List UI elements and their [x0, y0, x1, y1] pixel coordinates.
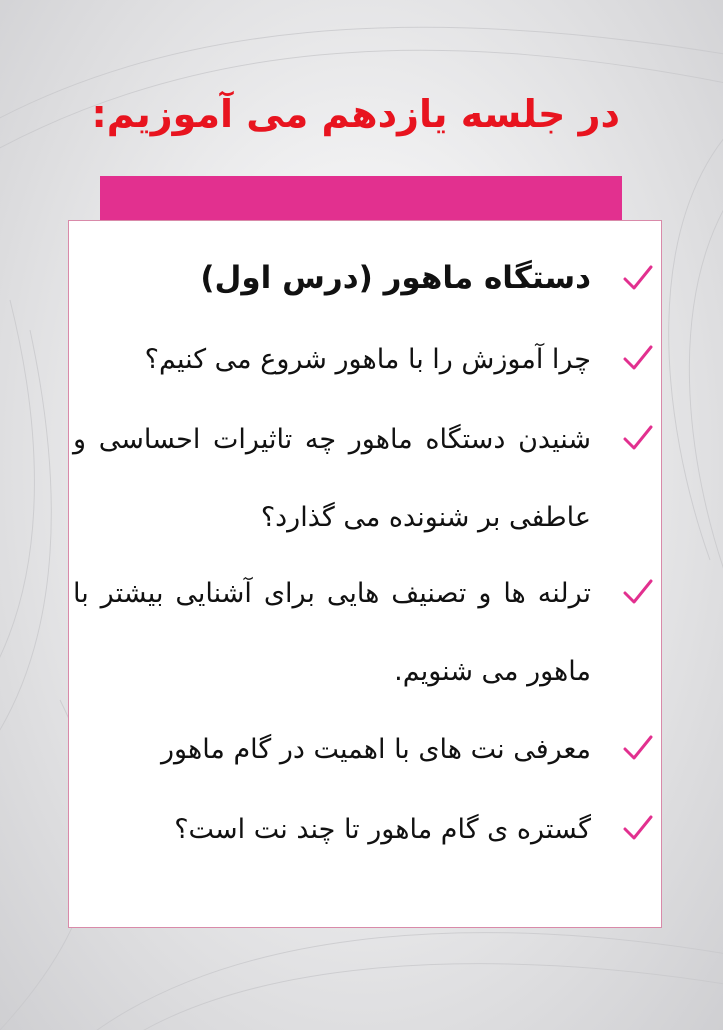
check-icon	[621, 261, 655, 295]
check-icon	[621, 575, 655, 609]
list-item-text: معرفی نت های با اهمیت در گام ماهور	[160, 734, 591, 765]
list-item-text: گستره ی گام ماهور تا چند نت است؟	[174, 814, 591, 845]
list-item-text: چرا آموزش را با ماهور شروع می کنیم؟	[144, 344, 591, 375]
page-title: در جلسه یازدهم می آموزیم:	[91, 92, 620, 136]
list-item-text: شنیدن دستگاه ماهور چه تاثیرات احساسی و عاطفی بر شنونده می گذارد؟	[73, 424, 591, 533]
check-icon	[621, 811, 655, 845]
check-icon	[621, 731, 655, 765]
check-icon	[621, 421, 655, 455]
header-band	[100, 176, 622, 220]
list-item-text: ترلنه ها و تصنیف هایی برای آشنایی بیشتر با ماهور می شنویم.	[73, 578, 591, 687]
lesson-card	[68, 220, 662, 928]
list-item-text: دستگاه ماهور (درس اول)	[200, 260, 591, 296]
check-icon	[621, 341, 655, 375]
